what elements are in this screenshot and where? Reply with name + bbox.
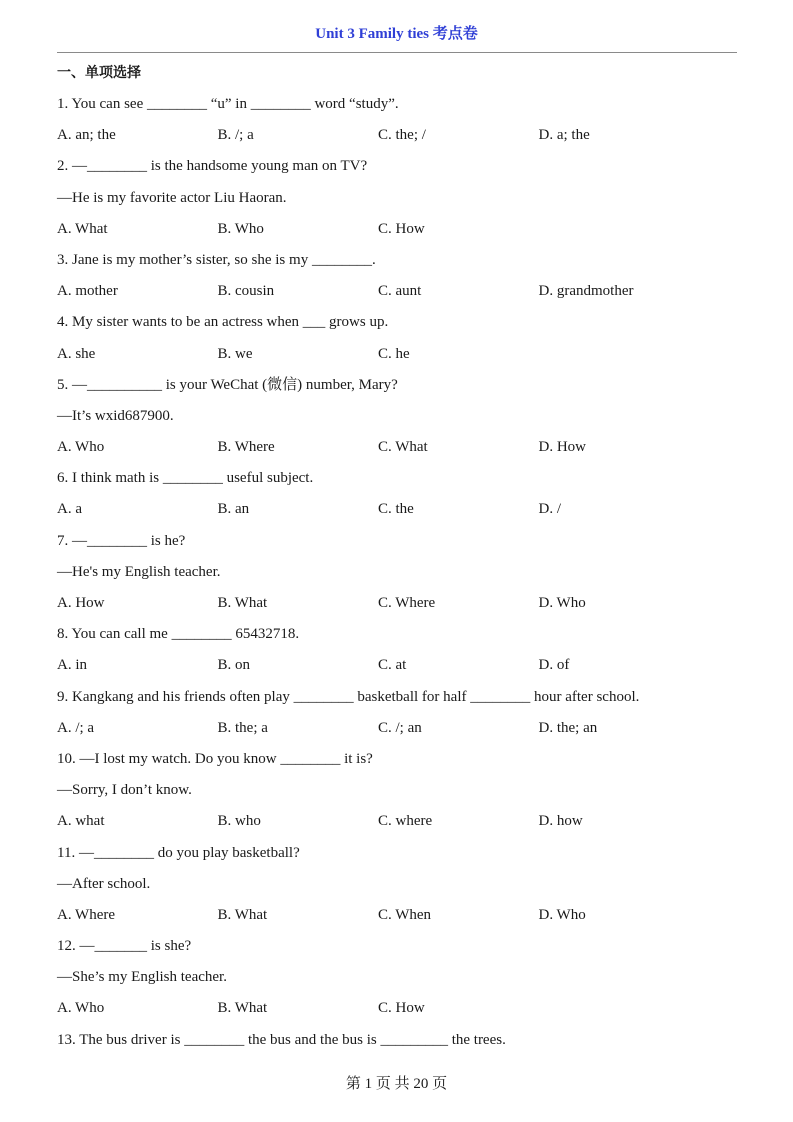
- option-b[interactable]: B. on: [217, 657, 251, 674]
- question-6: [57, 463, 747, 525]
- options-row: [57, 214, 747, 245]
- option-b[interactable]: B. an: [217, 501, 250, 518]
- option-d[interactable]: D. Who: [538, 595, 586, 611]
- question-stem: 9. Kangkang and his friends often play ________ basketball for half ________ hour after school.: [57, 688, 640, 705]
- option-c[interactable]: C. aunt: [378, 283, 422, 300]
- option-c[interactable]: C. When: [378, 906, 432, 923]
- options-row: [57, 432, 747, 463]
- option-c[interactable]: C. What: [378, 439, 428, 456]
- question-4: [57, 307, 747, 369]
- question-stem: 13. The bus driver is ________ the bus and the bus is _________ the trees.: [57, 1031, 506, 1048]
- option-a[interactable]: A. a: [57, 501, 82, 518]
- option-a[interactable]: A. in: [57, 657, 87, 674]
- question-2: [57, 151, 747, 245]
- option-b[interactable]: B. Who: [217, 220, 264, 237]
- option-a[interactable]: A. Who: [57, 439, 105, 456]
- question-stem: 4. My sister wants to be an actress when ___ grows up.: [57, 314, 389, 331]
- options-row: [57, 588, 747, 619]
- option-b[interactable]: B. cousin: [217, 283, 275, 300]
- exam-content: [57, 58, 747, 1056]
- option-c[interactable]: C. at: [378, 657, 407, 674]
- question-3: [57, 245, 747, 307]
- section-title: 一、单项选择: [57, 65, 141, 81]
- option-c[interactable]: C. /; an: [378, 719, 422, 736]
- question-stem: 11. —________ do you play basketball?: [57, 844, 300, 861]
- options-row: [57, 494, 747, 525]
- option-d[interactable]: D. a; the: [538, 127, 590, 144]
- question-12: [57, 931, 747, 1025]
- question-stem: 1. You can see ________ “u” in ________ word “study”.: [57, 96, 399, 112]
- header-divider: [57, 52, 737, 53]
- option-a[interactable]: A. an; the: [57, 127, 116, 144]
- option-a[interactable]: A. what: [57, 813, 105, 830]
- option-c[interactable]: C. the; /: [378, 127, 426, 144]
- option-b[interactable]: B. the; a: [217, 719, 268, 736]
- option-d[interactable]: D. of: [538, 657, 570, 674]
- options-row: [57, 806, 747, 837]
- option-c[interactable]: C. How: [378, 220, 425, 237]
- question-9: [57, 682, 747, 744]
- option-a[interactable]: A. /; a: [57, 719, 95, 736]
- option-a[interactable]: A. Who: [57, 1000, 105, 1017]
- options-row: [57, 276, 747, 307]
- page-footer: 第 1 页 共 20 页: [345, 1076, 448, 1092]
- option-b[interactable]: B. Where: [217, 439, 275, 456]
- option-b[interactable]: B. who: [217, 813, 261, 830]
- question-dialogue-line: —He is my favorite actor Liu Haoran.: [57, 189, 287, 206]
- question-7: [57, 526, 747, 620]
- question-5: [57, 370, 747, 464]
- option-c[interactable]: C. Where: [378, 595, 436, 611]
- question-stem: 6. I think math is ________ useful subject.: [57, 470, 314, 487]
- page-header-title: Unit 3 Family ties 考点卷: [315, 26, 478, 42]
- option-d[interactable]: D. the; an: [538, 719, 598, 736]
- option-c[interactable]: C. the: [378, 501, 414, 518]
- option-b[interactable]: B. /; a: [217, 127, 254, 144]
- option-c[interactable]: C. where: [378, 813, 433, 830]
- option-a[interactable]: A. What: [57, 220, 108, 237]
- option-d[interactable]: D. how: [538, 813, 583, 830]
- question-dialogue-line: —After school.: [57, 875, 151, 892]
- option-b[interactable]: B. What: [217, 595, 268, 611]
- question-stem: 3. Jane is my mother’s sister, so she is my ________.: [57, 251, 376, 268]
- question-11: [57, 838, 747, 932]
- question-stem: 2. —________ is the handsome young man on TV?: [57, 158, 368, 175]
- question-10: [57, 744, 747, 838]
- question-stem: 5. —__________ is your WeChat (微信) number, Mary?: [57, 376, 398, 393]
- options-row: [57, 120, 747, 151]
- option-d[interactable]: D. Who: [538, 906, 586, 923]
- option-d[interactable]: D. grandmother: [538, 283, 634, 300]
- options-row: [57, 339, 747, 370]
- options-row: [57, 900, 747, 931]
- option-c[interactable]: C. How: [378, 1000, 425, 1017]
- question-dialogue-line: —He's my English teacher.: [57, 563, 221, 580]
- question-dialogue-line: —It’s wxid687900.: [57, 407, 174, 424]
- option-b[interactable]: B. What: [217, 1000, 268, 1017]
- option-c[interactable]: C. he: [378, 345, 410, 362]
- option-b[interactable]: B. we: [217, 345, 253, 362]
- question-8: [57, 619, 747, 681]
- question-1: [57, 89, 747, 151]
- options-row: [57, 650, 747, 681]
- question-stem: 8. You can call me ________ 65432718.: [57, 626, 300, 643]
- options-row: [57, 713, 747, 744]
- option-d[interactable]: D. /: [538, 501, 561, 518]
- option-d[interactable]: D. How: [538, 439, 586, 456]
- question-list: [57, 89, 747, 1056]
- option-b[interactable]: B. What: [217, 906, 268, 923]
- option-a[interactable]: A. she: [57, 345, 96, 362]
- question-13: [57, 1025, 747, 1056]
- question-stem: 7. —________ is he?: [57, 532, 186, 549]
- options-row: [57, 993, 747, 1024]
- question-dialogue-line: —She’s my English teacher.: [57, 969, 227, 986]
- option-a[interactable]: A. How: [57, 595, 105, 611]
- option-a[interactable]: A. Where: [57, 906, 116, 923]
- question-dialogue-line: —Sorry, I don’t know.: [57, 782, 192, 799]
- question-stem: 10. —I lost my watch. Do you know ________ it is?: [57, 750, 373, 767]
- option-a[interactable]: A. mother: [57, 283, 118, 300]
- question-stem: 12. —_______ is she?: [57, 938, 192, 955]
